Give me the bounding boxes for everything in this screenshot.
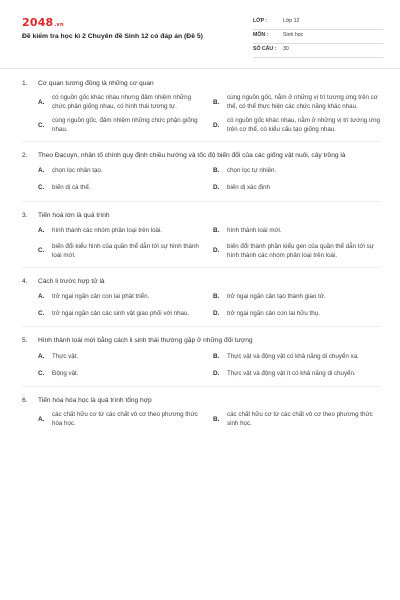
option-letter: D. [213, 184, 220, 192]
option-text: có nguồn gốc khác nhau nhưng đảm nhiệm những chức phận giống nhau, có hình thái tương tự. [52, 93, 192, 110]
option-b[interactable] [213, 166, 380, 178]
question-divider [22, 386, 380, 387]
option-d[interactable] [213, 183, 380, 195]
option-letter: B. [213, 227, 220, 235]
option-text: biến đổi kiểu hình của quần thể dẫn tới sự hình thành loài mới. [52, 242, 199, 259]
option-letter: D. [213, 370, 220, 378]
question-number: 5. [22, 337, 28, 345]
option-letter: D. [213, 121, 220, 129]
header [0, 0, 400, 68]
option-a[interactable] [38, 291, 205, 303]
option-text: biến đổi thành phần kiểu gen của quần thể dẫn tới sự hình thành các nhóm phân loại trên loài. [227, 242, 374, 259]
option-b[interactable] [213, 291, 380, 303]
option-text: biến dị cá thể. [52, 184, 91, 192]
meta-row-count [253, 44, 383, 58]
question-divider [22, 326, 380, 327]
question-1 [0, 80, 400, 142]
option-letter: B. [213, 167, 220, 175]
option-letter: D. [213, 310, 220, 318]
option-letter: C. [38, 310, 45, 318]
question-stem [22, 397, 380, 406]
question-text: Tiến hoá lớn là quá trình [38, 211, 110, 219]
option-c[interactable] [38, 368, 205, 380]
question-5 [0, 337, 400, 387]
site-logo[interactable] [22, 16, 64, 31]
option-text: trở ngại ngăn cản các sinh vật giao phối với nhau. [52, 309, 190, 317]
option-a[interactable] [38, 411, 205, 429]
option-letter: C. [38, 184, 45, 192]
option-c[interactable] [38, 243, 205, 261]
question-6 [0, 397, 400, 429]
option-letter: D. [213, 247, 220, 255]
option-grid [22, 226, 380, 261]
option-text: Động vật. [52, 369, 79, 377]
option-letter: C. [38, 247, 45, 255]
option-text: cùng nguồn gốc, đảm nhiệm những chức phận giống nhau. [52, 116, 198, 133]
meta-value-subject: Sinh học [283, 32, 304, 38]
question-text: Theo Đacuyn, nhân tố chính quy định chiều hướng và tốc độ biến đổi của các giống vật nuôi, cây trồng là [38, 151, 346, 159]
meta-label-subject: MÔN : [253, 32, 269, 38]
option-d[interactable] [213, 308, 380, 320]
option-text: chọn lọc nhân tạo. [52, 167, 103, 175]
question-number: 4. [22, 277, 28, 285]
question-stem [22, 278, 380, 287]
option-letter: C. [38, 370, 45, 378]
option-c[interactable] [38, 308, 205, 320]
option-letter: A. [38, 98, 45, 106]
option-text: hình thành các nhóm phân loại trên loài. [52, 227, 163, 235]
option-b[interactable] [213, 226, 380, 238]
question-stem [22, 80, 380, 89]
option-a[interactable] [38, 166, 205, 178]
option-text: trở ngại ngăn cản con lai phát triển. [52, 292, 150, 300]
question-4 [0, 278, 400, 328]
option-text: có nguồn gốc khác nhau, nằm ở những vị trí tương ứng trên cơ thể, có kiểu cấu tạo giống nhau. [227, 116, 380, 133]
option-text: Thực vật và động vật có khả năng di chuyển xa. [227, 352, 359, 360]
question-number: 3. [22, 211, 28, 219]
option-b[interactable] [213, 94, 380, 112]
question-text: Cách li trước hợp tử là [38, 277, 105, 285]
option-text: Thực vật. [52, 352, 79, 360]
option-text: trở ngại ngăn cản tạo thành giao tử. [227, 292, 326, 300]
question-3 [0, 212, 400, 268]
option-letter: A. [38, 227, 45, 235]
question-divider [22, 267, 380, 268]
option-c[interactable] [38, 183, 205, 195]
question-stem [22, 337, 380, 346]
option-text: cùng nguồn gốc, nằm ở những vị trí tương ứng trên cơ thể, có thể thực hiện các chức năng khác nhau. [227, 93, 378, 110]
option-letter: B. [213, 415, 220, 423]
option-d[interactable] [213, 117, 380, 135]
question-stem [22, 212, 380, 221]
option-letter: B. [213, 98, 220, 106]
meta-label-count: SỐ CÂU : [253, 46, 277, 52]
question-list [0, 80, 400, 435]
option-text: hình thành loài mới. [227, 227, 282, 235]
option-letter: A. [38, 167, 45, 175]
question-divider [22, 141, 380, 142]
question-number: 1. [22, 80, 28, 87]
option-text: chọn lọc tự nhiên. [227, 167, 277, 175]
meta-value-count: 30 [283, 46, 289, 52]
meta-value-grade: Lớp 12 [283, 18, 300, 24]
option-d[interactable] [213, 243, 380, 261]
header-divider [0, 68, 400, 69]
meta-row-subject [253, 30, 383, 44]
option-text: Thực vật và động vật ít có khả năng di chuyển. [227, 369, 356, 377]
option-b[interactable] [213, 411, 380, 429]
option-grid [22, 351, 380, 380]
page-title: Đề kiểm tra học kì 2 Chuyên đề Sinh 12 có đáp án (Đề 5) [22, 33, 203, 40]
meta-panel [253, 16, 383, 58]
question-text: Cơ quan tương đồng là những cơ quan [38, 80, 154, 87]
logo-main: 2048 [22, 16, 54, 29]
option-letter: A. [38, 293, 45, 301]
option-grid [22, 166, 380, 195]
option-a[interactable] [38, 351, 205, 363]
option-text: biến dị xác định [227, 184, 270, 192]
question-text: Tiến hóa hóa học là quá trình tổng hợp [38, 397, 152, 405]
question-divider [22, 201, 380, 202]
option-letter: A. [38, 415, 45, 423]
option-text: trở ngại ngăn cản con lai hữu thụ. [227, 309, 320, 317]
question-number: 2. [22, 151, 28, 159]
logo-suffix: .vn [54, 22, 64, 28]
option-grid [22, 291, 380, 320]
option-grid [22, 411, 380, 429]
option-a[interactable] [38, 94, 205, 112]
option-text: các chất hữu cơ từ các chất vô cơ theo phương thức hóa học. [52, 411, 198, 428]
meta-label-grade: LỚP : [253, 18, 268, 24]
option-grid [22, 94, 380, 135]
option-letter: A. [38, 353, 45, 361]
option-letter: B. [213, 353, 220, 361]
option-d[interactable] [213, 368, 380, 380]
option-letter: B. [213, 293, 220, 301]
option-a[interactable] [38, 226, 205, 238]
option-text: các chất hữu cơ từ các chất vô cơ theo phương thức sinh học. [227, 411, 373, 428]
question-2 [0, 152, 400, 202]
option-c[interactable] [38, 117, 205, 135]
question-number: 6. [22, 397, 28, 405]
question-text: Hình thành loài mới bằng cách li sinh thái thường gặp ở những đối tượng [38, 337, 253, 345]
meta-row-grade [253, 16, 383, 30]
question-stem [22, 152, 380, 161]
option-letter: C. [38, 121, 45, 129]
option-b[interactable] [213, 351, 380, 363]
